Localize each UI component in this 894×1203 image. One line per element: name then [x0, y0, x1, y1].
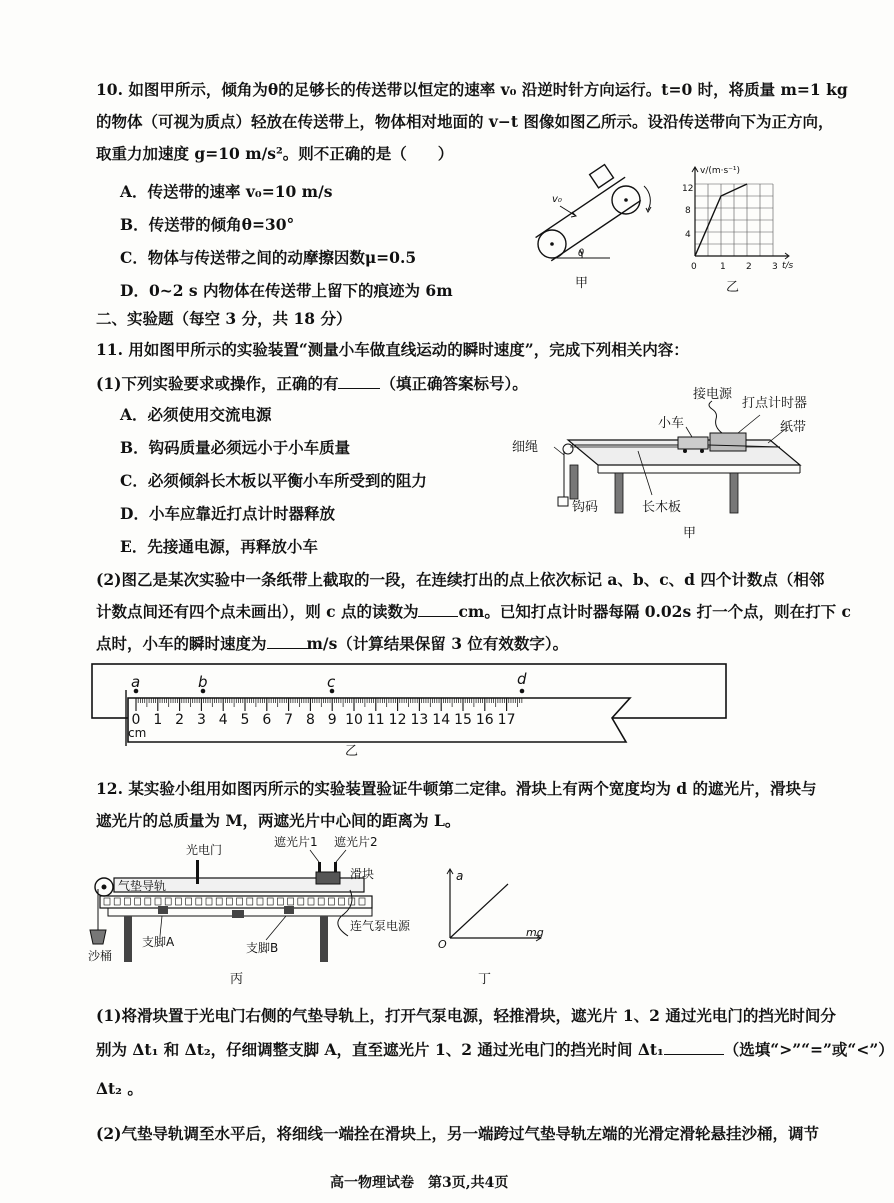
rail-hole [318, 898, 324, 905]
ruler-number: 17 [497, 712, 516, 728]
ruler-number: 16 [475, 712, 494, 728]
ruler-number: 1 [153, 712, 163, 728]
rail-hole [216, 898, 222, 905]
table-leg-left [570, 465, 578, 499]
ding-ylabel: a [456, 869, 464, 883]
q12-air-track-figure [88, 832, 438, 972]
q11-stem: 11. 用如图甲所示的实验装置“测量小车做直线运动的瞬时速度”，完成下列相关内容： [96, 340, 689, 359]
vt-xtick-2: 2 [746, 262, 752, 272]
ruler-number: 12 [388, 712, 407, 728]
ding-origin: O [438, 938, 447, 951]
rail-hole [298, 898, 304, 905]
vt-xtick-1: 1 [720, 262, 726, 272]
ruler-number: 15 [454, 712, 472, 728]
q11-c-reading-blank[interactable] [418, 616, 458, 617]
q11-option-a: A．必须使用交流电源 [120, 405, 272, 424]
q10-fig-jia-caption: 甲 [575, 276, 589, 291]
q10-vt-graph [670, 162, 800, 277]
rail-hole [175, 898, 181, 905]
vt-ylabel: v/(m·s⁻¹) [700, 166, 741, 176]
q12-line2: 遮光片的总质量为 M，两遮光片中心间的距离为 L。 [96, 811, 461, 830]
rail-hole [155, 898, 161, 905]
rail-hole [196, 898, 202, 905]
q12-line1: 12. 某实验小组用如图丙所示的实验装置验证牛顿第二定律。滑块上有两个宽度均为 d 的遮光片，滑块与 [96, 779, 817, 798]
q11-sub1-blank[interactable] [338, 388, 380, 389]
cart [678, 437, 708, 449]
q11-option-c: C．必须倾斜长木板以平衡小车所受到的阻力 [120, 471, 427, 490]
ruler-number: 0 [131, 712, 141, 728]
label-rope: 细绳 [512, 440, 539, 455]
q12-fig-bing-caption: 丙 [230, 972, 244, 987]
q11-sub2-line2: 计数点间还有四个点未画出），则 c 点的读数为 cm。已知打点计时器每隔 0.02s 打一个点，则在打下 c [96, 602, 851, 621]
q11-option-e: E．先接通电源，再释放小车 [120, 537, 318, 556]
label-slider: 滑块 [350, 867, 375, 881]
rail-hole [339, 898, 345, 905]
rail-hole [165, 898, 171, 905]
label-foot-b: 支脚B [246, 941, 279, 955]
ruler-number: 7 [284, 712, 294, 728]
label-d: d [517, 670, 527, 688]
rail-hole [277, 898, 283, 905]
q12-sub1-line2: 别为 Δt₁ 和 Δt₂，仔细调整支脚 A，直至遮光片 1、2 通过光电门的挡光时间 Δt₁ （选填“>”“=”或“<”） [96, 1040, 894, 1059]
rail-hole [186, 898, 192, 905]
rail-hole [359, 898, 365, 905]
q11-option-b: B．钩码质量必须远小于小车质量 [120, 438, 351, 457]
slider-block [316, 872, 340, 884]
ding-line [450, 884, 508, 938]
rail-hole [135, 898, 141, 905]
q10-line1: 10. 如图甲所示，倾角为θ的足够长的传送带以恒定的速率 v₀ 沿逆时针方向运行。t=0 时，将质量 m=1 kg [96, 80, 848, 99]
vt-grid [695, 184, 773, 256]
ruler-number: 4 [218, 712, 228, 728]
q11-velocity-blank[interactable] [267, 648, 307, 649]
table-leg-left [124, 916, 132, 962]
rail-hole [226, 898, 232, 905]
table-leg-middle [615, 473, 623, 513]
q10-fig-yi-caption: 乙 [726, 280, 740, 295]
q11-apparatus-figure [510, 385, 830, 535]
q12-fig-ding-caption: 丁 [478, 972, 492, 987]
q10-line2: 的物体（可视为质点）轻放在传送带上，物体相对地面的 v−t 图像如图乙所示。设沿传送带向下为正方向， [96, 112, 834, 131]
label-board: 长木板 [642, 500, 682, 515]
label-timer: 打点计时器 [742, 396, 808, 411]
section-2-title: 二、实验题（每空 3 分，共 18 分） [96, 309, 352, 328]
page-footer: 高一物理试卷 第3页,共4页 [330, 1175, 509, 1191]
rail-hole [206, 898, 212, 905]
foot-a [158, 906, 168, 914]
ruler-number: 2 [175, 712, 185, 728]
rail-holes [104, 898, 365, 905]
label-pump: 连气泵电源 [350, 919, 411, 933]
label-tape: 纸带 [780, 420, 807, 435]
ding-xlabel: mg [526, 926, 544, 939]
label-power: 接电源 [693, 387, 733, 402]
ruler-number: 11 [366, 712, 385, 728]
q11-option-d: D．小车应靠近打点计时器释放 [120, 504, 335, 523]
label-foot-a: 支脚A [142, 935, 175, 949]
vt-xtick-0: 0 [691, 262, 697, 272]
q10-conveyor-figure [530, 168, 670, 278]
ruler-number: 6 [262, 712, 272, 728]
label-shade2: 遮光片2 [334, 835, 378, 849]
hook-weight [558, 497, 568, 506]
label-weight: 钩码 [572, 500, 599, 515]
q11-fig-yi-caption: 乙 [345, 744, 359, 759]
theta-label: θ [578, 248, 585, 259]
label-bucket: 沙桶 [88, 949, 113, 963]
q12-a-mg-graph [436, 866, 556, 950]
label-cart: 小车 [658, 416, 685, 431]
label-rail: 气垫导轨 [118, 879, 167, 893]
q11-fig-jia-caption: 甲 [683, 526, 697, 541]
rail-hole [267, 898, 273, 905]
vt-xlabel: t/s [782, 261, 794, 271]
rail-hole [114, 898, 120, 905]
ruler-number: 13 [410, 712, 429, 728]
q10-option-b: B．传送带的倾角θ=30° [120, 215, 295, 234]
foot-b [284, 906, 294, 914]
rail-hole [124, 898, 130, 905]
photo-gate [196, 860, 199, 884]
q11-sub2-line3: 点时，小车的瞬时速度为 m/s（计算结果保留 3 位有效数字）。 [96, 634, 569, 653]
q11-ruler-tape-figure [90, 660, 750, 750]
q12-sub1-line1: (1)将滑块置于光电门右侧的气垫导轨上，打开气泵电源，轻推滑块，遮光片 1、2 通过光电门的挡光时间分 [96, 1006, 836, 1025]
q10-option-c: C．物体与传送带之间的动摩擦因数μ=0.5 [120, 248, 417, 267]
rail-hole [328, 898, 334, 905]
table-leg-right [320, 916, 328, 962]
ruler-number: 14 [432, 712, 451, 728]
label-c: c [327, 673, 336, 691]
table-leg-right [730, 473, 738, 513]
rail-hole [237, 898, 243, 905]
rail-hole [145, 898, 151, 905]
label-a: a [131, 673, 141, 691]
rail-hole [247, 898, 253, 905]
q10-option-a: A．传送带的速率 v₀=10 m/s [120, 182, 333, 201]
q11-sub1: (1)下列实验要求或操作，正确的有 （填正确答案标号）。 [96, 374, 528, 393]
vt-ytick-8: 8 [685, 206, 691, 216]
rail-hole [288, 898, 294, 905]
ruler-number: 3 [196, 712, 206, 728]
ruler-number: 9 [327, 712, 337, 728]
q10-line3: 取重力加速度 g=10 m/s²。则不正确的是（ ） [96, 144, 454, 163]
ruler-unit: cm [128, 726, 147, 740]
rail-hole [308, 898, 314, 905]
v0-label: v₀ [552, 194, 562, 205]
q11-sub2-line1: (2)图乙是某次实验中一条纸带上截取的一段，在连续打出的点上依次标记 a、b、c、d 四个计数点（相邻 [96, 570, 825, 589]
vt-ytick-12: 12 [682, 184, 694, 194]
ruler-number: 5 [240, 712, 250, 728]
vt-ytick-4: 4 [685, 230, 691, 240]
label-shade1: 遮光片1 [274, 835, 318, 849]
ruler-number: 10 [345, 712, 363, 728]
q12-sub1-blank[interactable] [664, 1054, 724, 1055]
label-gate: 光电门 [186, 843, 223, 857]
q10-option-d: D．0~2 s 内物体在传送带上留下的痕迹为 6m [120, 281, 453, 300]
q12-sub1-line3: Δt₂ 。 [96, 1079, 143, 1098]
sand-bucket [90, 930, 106, 944]
label-b: b [198, 673, 208, 691]
vt-xtick-3: 3 [772, 262, 778, 272]
ruler-number: 8 [305, 712, 315, 728]
rail-hole [104, 898, 110, 905]
dot-timer [710, 433, 746, 451]
q12-sub2-line1: (2)气垫导轨调至水平后，将细线一端拴在滑块上，另一端跨过气垫导轨左端的光滑定滑轮悬挂沙桶，调节 [96, 1124, 819, 1143]
rail-hole [257, 898, 263, 905]
